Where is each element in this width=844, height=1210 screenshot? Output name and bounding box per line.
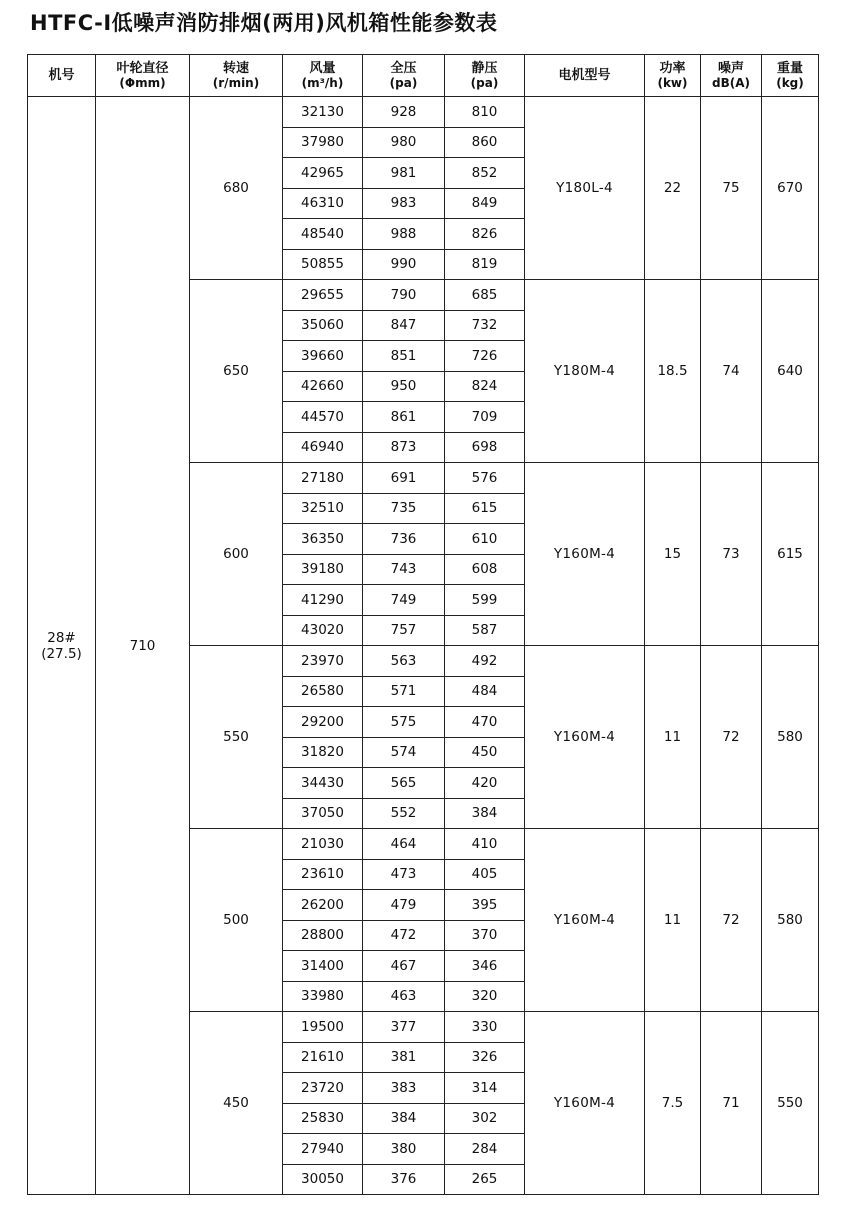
static-pressure-cell: 384 [445,798,525,829]
noise-cell: 72 [701,829,762,1012]
static-pressure-cell: 420 [445,768,525,799]
airflow-cell: 26580 [283,676,363,707]
noise-cell: 75 [701,97,762,280]
static-pressure-cell: 810 [445,97,525,128]
motor-model-cell: Y180L-4 [525,97,645,280]
airflow-cell: 25830 [283,1103,363,1134]
static-pressure-cell: 470 [445,707,525,738]
total-pressure-cell: 735 [363,493,445,524]
static-pressure-cell: 849 [445,188,525,219]
airflow-cell: 35060 [283,310,363,341]
static-pressure-cell: 450 [445,737,525,768]
speed-cell: 450 [190,1012,283,1195]
header-motor-model: 电机型号 [525,55,645,97]
static-pressure-cell: 732 [445,310,525,341]
airflow-cell: 26200 [283,890,363,921]
airflow-cell: 29655 [283,280,363,311]
airflow-cell: 34430 [283,768,363,799]
header-weight: 重量 (kg) [762,55,819,97]
total-pressure-cell: 861 [363,402,445,433]
motor-model-cell: Y160M-4 [525,829,645,1012]
total-pressure-cell: 563 [363,646,445,677]
header-speed: 转速 (r/min) [190,55,283,97]
total-pressure-cell: 749 [363,585,445,616]
total-pressure-cell: 467 [363,951,445,982]
static-pressure-cell: 685 [445,280,525,311]
total-pressure-cell: 873 [363,432,445,463]
airflow-cell: 27940 [283,1134,363,1165]
header-static-pressure: 静压 (pa) [445,55,525,97]
header-machine-no: 机号 [28,55,96,97]
airflow-cell: 23970 [283,646,363,677]
static-pressure-cell: 610 [445,524,525,555]
header-power: 功率 (kw) [645,55,701,97]
header-row [28,55,819,97]
power-cell: 22 [645,97,701,280]
total-pressure-cell: 384 [363,1103,445,1134]
airflow-cell: 50855 [283,249,363,280]
static-pressure-cell: 484 [445,676,525,707]
static-pressure-cell: 615 [445,493,525,524]
airflow-cell: 46310 [283,188,363,219]
total-pressure-cell: 790 [363,280,445,311]
airflow-cell: 23610 [283,859,363,890]
total-pressure-cell: 575 [363,707,445,738]
table-row [28,97,819,128]
static-pressure-cell: 330 [445,1012,525,1043]
total-pressure-cell: 376 [363,1164,445,1195]
static-pressure-cell: 265 [445,1164,525,1195]
motor-model-cell: Y160M-4 [525,1012,645,1195]
airflow-cell: 37050 [283,798,363,829]
airflow-cell: 39180 [283,554,363,585]
weight-cell: 615 [762,463,819,646]
total-pressure-cell: 736 [363,524,445,555]
weight-cell: 640 [762,280,819,463]
speed-cell: 500 [190,829,283,1012]
airflow-cell: 19500 [283,1012,363,1043]
header-noise: 噪声 dB(A) [701,55,762,97]
total-pressure-cell: 980 [363,127,445,158]
airflow-cell: 32510 [283,493,363,524]
airflow-cell: 27180 [283,463,363,494]
total-pressure-cell: 565 [363,768,445,799]
static-pressure-cell: 492 [445,646,525,677]
weight-cell: 580 [762,646,819,829]
total-pressure-cell: 377 [363,1012,445,1043]
total-pressure-cell: 983 [363,188,445,219]
total-pressure-cell: 743 [363,554,445,585]
static-pressure-cell: 698 [445,432,525,463]
total-pressure-cell: 928 [363,97,445,128]
power-cell: 11 [645,829,701,1012]
weight-cell: 550 [762,1012,819,1195]
total-pressure-cell: 552 [363,798,445,829]
speed-cell: 600 [190,463,283,646]
motor-model-cell: Y160M-4 [525,646,645,829]
total-pressure-cell: 464 [363,829,445,860]
airflow-cell: 30050 [283,1164,363,1195]
static-pressure-cell: 346 [445,951,525,982]
total-pressure-cell: 479 [363,890,445,921]
total-pressure-cell: 950 [363,371,445,402]
static-pressure-cell: 852 [445,158,525,189]
total-pressure-cell: 988 [363,219,445,250]
static-pressure-cell: 314 [445,1073,525,1104]
speed-cell: 550 [190,646,283,829]
noise-cell: 74 [701,280,762,463]
static-pressure-cell: 302 [445,1103,525,1134]
static-pressure-cell: 370 [445,920,525,951]
total-pressure-cell: 574 [363,737,445,768]
airflow-cell: 23720 [283,1073,363,1104]
total-pressure-cell: 981 [363,158,445,189]
weight-cell: 670 [762,97,819,280]
total-pressure-cell: 757 [363,615,445,646]
airflow-cell: 28800 [283,920,363,951]
static-pressure-cell: 824 [445,371,525,402]
total-pressure-cell: 851 [363,341,445,372]
static-pressure-cell: 405 [445,859,525,890]
machine-no-sub: (27.5) [41,645,82,662]
static-pressure-cell: 410 [445,829,525,860]
speed-cell: 680 [190,97,283,280]
total-pressure-cell: 990 [363,249,445,280]
airflow-cell: 46940 [283,432,363,463]
noise-cell: 71 [701,1012,762,1195]
airflow-cell: 21610 [283,1042,363,1073]
total-pressure-cell: 383 [363,1073,445,1104]
static-pressure-cell: 395 [445,890,525,921]
power-cell: 15 [645,463,701,646]
airflow-cell: 44570 [283,402,363,433]
total-pressure-cell: 571 [363,676,445,707]
page-title: HTFC-Ⅰ低噪声消防排烟(两用)风机箱性能参数表 [30,11,498,35]
table-body [28,97,819,1195]
static-pressure-cell: 709 [445,402,525,433]
airflow-cell: 42660 [283,371,363,402]
airflow-cell: 33980 [283,981,363,1012]
airflow-cell: 36350 [283,524,363,555]
motor-model-cell: Y160M-4 [525,463,645,646]
performance-table [27,54,819,1195]
airflow-cell: 48540 [283,219,363,250]
total-pressure-cell: 847 [363,310,445,341]
airflow-cell: 29200 [283,707,363,738]
total-pressure-cell: 381 [363,1042,445,1073]
motor-model-cell: Y180M-4 [525,280,645,463]
airflow-cell: 43020 [283,615,363,646]
impeller-diameter: 710 [96,97,190,1195]
noise-cell: 73 [701,463,762,646]
header-impeller-diameter: 叶轮直径 (Φmm) [96,55,190,97]
header-total-pressure: 全压 (pa) [363,55,445,97]
machine-no: 28# [47,629,76,646]
static-pressure-cell: 608 [445,554,525,585]
airflow-cell: 32130 [283,97,363,128]
airflow-cell: 31400 [283,951,363,982]
header-airflow: 风量 (m³/h) [283,55,363,97]
weight-cell: 580 [762,829,819,1012]
airflow-cell: 21030 [283,829,363,860]
power-cell: 18.5 [645,280,701,463]
total-pressure-cell: 463 [363,981,445,1012]
static-pressure-cell: 726 [445,341,525,372]
total-pressure-cell: 380 [363,1134,445,1165]
airflow-cell: 31820 [283,737,363,768]
airflow-cell: 37980 [283,127,363,158]
airflow-cell: 42965 [283,158,363,189]
total-pressure-cell: 691 [363,463,445,494]
airflow-cell: 39660 [283,341,363,372]
static-pressure-cell: 320 [445,981,525,1012]
static-pressure-cell: 826 [445,219,525,250]
machine-no-cell [28,97,96,1195]
airflow-cell: 41290 [283,585,363,616]
speed-cell: 650 [190,280,283,463]
static-pressure-cell: 576 [445,463,525,494]
static-pressure-cell: 819 [445,249,525,280]
static-pressure-cell: 326 [445,1042,525,1073]
static-pressure-cell: 587 [445,615,525,646]
static-pressure-cell: 599 [445,585,525,616]
static-pressure-cell: 860 [445,127,525,158]
power-cell: 7.5 [645,1012,701,1195]
power-cell: 11 [645,646,701,829]
static-pressure-cell: 284 [445,1134,525,1165]
total-pressure-cell: 472 [363,920,445,951]
total-pressure-cell: 473 [363,859,445,890]
noise-cell: 72 [701,646,762,829]
